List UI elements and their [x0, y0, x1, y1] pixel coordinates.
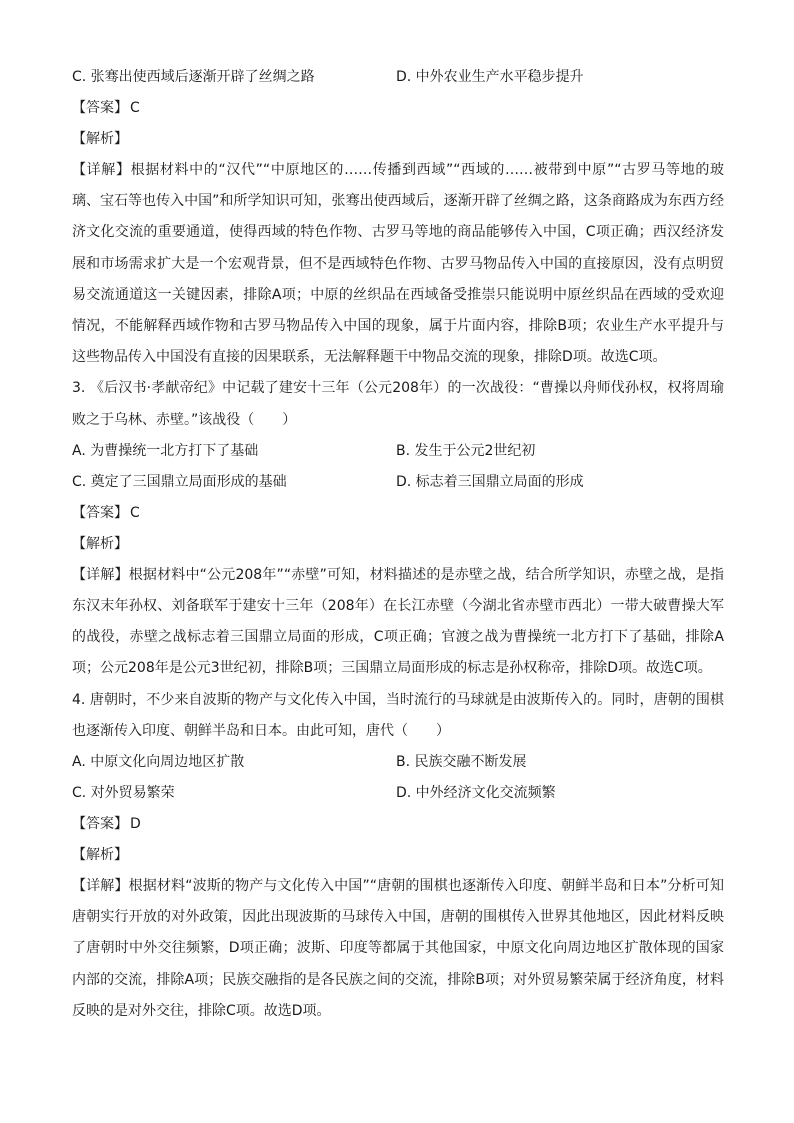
- q4-detail-text: 根据材料“波斯的物产与文化传入中国”“唐朝的围棋也逐渐传入印度、朝鲜半岛和日本”分析可知唐朝实行开放的对外政策，因此出现波斯的马球传入中国，唐朝的围棋传入世界其他地区，因此材料反映了唐朝时中外交往频繁，D项正确；波斯、印度等都属于其他国家，中原文化向周边地区扩散体现的国家内部的交流，排除A项；民族交融指的是各民族之间的交流，排除B项；对外贸易繁荣属于经济角度，材料反映的是对外交往，排除C项。故选D项。: [72, 878, 724, 1019]
- q3-answer-label: 【答案】: [72, 504, 128, 521]
- document-page: [72, 62, 724, 1027]
- q4-option-a: A. 中原文化向周边地区扩散: [72, 754, 245, 771]
- q3-option-a: A. 为曹操统一北方打下了基础: [72, 442, 259, 459]
- q4-option-b: B. 民族交融不断发展: [396, 754, 527, 771]
- q2-detail-text: 根据材料中的“汉代”“中原地区的……传播到西域”“西域的……被带到中原”“古罗马等地的玻璃、宝石等也传入中国”和所学知识可知，张骞出使西域后，逐渐开辟了丝绸之路，这条商路成为东西方经济文化交流的重要通道，使得西域的特色作物、古罗马等地的商品能够传入中国，C项正确；西汉经济发展和市场需求扩大是一个宏观背景，但不是西域特色作物、古罗马物品传入中国的直接原因，没有点明贸易交流通道这一关键因素，排除A项；中原的丝织品在西域备受推崇只能说明中原丝织品在西域的受欢迎情况，不能解释西域作物和古罗马物品传入中国的现象，属于片面内容，排除B项；农业生产水平提升与这些物品传入中国没有直接的因果联系，无法解释题干中物品交流的现象，排除D项。故选C项。: [72, 162, 724, 366]
- q3-option-d: D. 标志着三国鼎立局面的形成: [396, 473, 584, 490]
- q3-answer-value: C: [130, 504, 140, 521]
- q2-option-d: D. 中外农业生产水平稳步提升: [396, 69, 584, 85]
- q2-answer-label: 【答案】: [72, 100, 128, 116]
- q4-answer: [72, 809, 724, 840]
- q2-answer: [72, 93, 724, 124]
- q2-option-c: C. 张骞出使西域后逐渐开辟了丝绸之路: [72, 69, 315, 85]
- q4-detail-label: 【详解】: [72, 878, 129, 895]
- q2-detail-label: 【详解】: [72, 162, 131, 178]
- q4-answer-value: D: [130, 816, 141, 833]
- q4-answer-label: 【答案】: [72, 816, 128, 833]
- q3-stem: 3. 《后汉书·孝献帝纪》中记载了建安十三年（公元208年）的一次战役：“曹操以舟师伐孙权，权将周瑜败之于乌林、赤壁。”该战役（ ）: [72, 380, 724, 428]
- q3-detail: [72, 560, 724, 685]
- q4-stem: 4. 唐朝时，不少来自波斯的物产与文化传入中国，当时流行的马球就是由波斯传入的。同时，唐朝的围棋也逐渐传入印度、朝鲜半岛和日本。由此可知，唐代（ ）: [72, 691, 724, 739]
- q4-options-row-cd: [72, 778, 724, 809]
- q4-detail: [72, 871, 724, 1027]
- q3-options-row-ab: [72, 436, 724, 467]
- q4-analysis-label: 【解析】: [72, 847, 128, 864]
- q3-option-b: B. 发生于公元2世纪初: [396, 442, 536, 459]
- q2-answer-value: C: [130, 100, 140, 116]
- q3-answer: [72, 498, 724, 529]
- q3-option-c: C. 奠定了三国鼎立局面形成的基础: [72, 473, 287, 490]
- q2-analysis-label: 【解析】: [72, 131, 128, 147]
- q3-options-row-cd: [72, 467, 724, 498]
- q3-detail-text: 根据材料中“公元208年”“赤壁”可知，材料描述的是赤壁之战，结合所学知识，赤壁之战，是指东汉末年孙权、刘备联军于建安十三年（208年）在长江赤壁（今湖北省赤壁市西北）一带大破曹操大军的战役，赤壁之战标志着三国鼎立局面的形成，C项正确；官渡之战为曹操统一北方打下了基础，排除A项；公元208年是公元3世纪初，排除B项；三国鼎立局面形成的标志是孙权称帝，排除D项。故选C项。: [72, 566, 725, 677]
- q3-analysis-label: 【解析】: [72, 535, 128, 552]
- q4-options-row-ab: [72, 747, 724, 778]
- q4-option-c: C. 对外贸易繁荣: [72, 785, 175, 802]
- q3-detail-label: 【详解】: [72, 566, 129, 583]
- q4-option-d: D. 中外经济文化交流频繁: [396, 785, 556, 802]
- q2-detail: [72, 155, 724, 373]
- q2-options-row-cd: [72, 62, 724, 93]
